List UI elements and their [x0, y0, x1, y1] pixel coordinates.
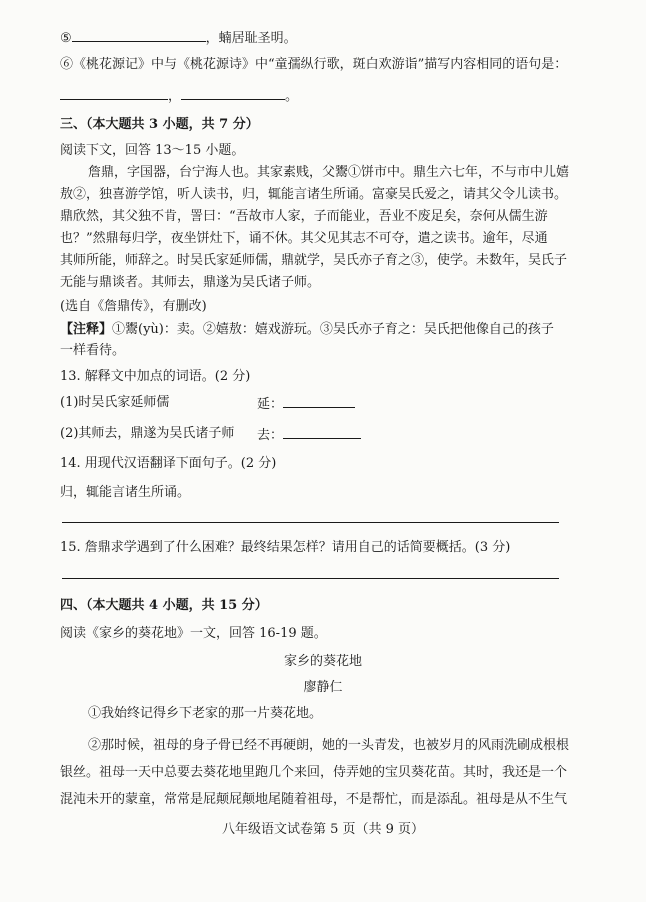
- passage-line: 敖②，独喜游学馆，听人读书，归，辄能言诸生所诵。富豪吴氏爱之，请其父令儿读书。: [60, 187, 568, 202]
- q13-item-1-label: 延：: [257, 397, 284, 412]
- q14-stem: 14. 用现代汉语翻译下面句子。(2 分): [60, 456, 277, 471]
- paragraph-line: 银丝。祖母一天中总要去葵花地里跑几个来回，侍弄她的宝贝葵花苗。其时，我还是一个: [60, 765, 568, 780]
- q6-end: 。: [285, 89, 299, 104]
- passage-line: 其师所能，师辞之。时吴氏家延师儒，鼎就学，吴氏亦子育之③，使学。未数年，吴氏子: [60, 253, 568, 268]
- article-paragraph-1: ①我始终记得乡下老家的那一片葵花地。: [88, 706, 323, 721]
- passage-line: 詹鼎，字国器，台宁海人也。其家素贱，父鬻①饼市中。鼎生六七年，不与市中儿嬉: [88, 165, 570, 180]
- section-4-instruction: 阅读《家乡的葵花地》一文，回答 16-19 题。: [60, 626, 327, 641]
- q15-answer-line[interactable]: [62, 578, 559, 579]
- notes-text: ①鬻(yù)：卖。②嬉敖：嬉戏游玩。③吴氏亦子育之：吴氏把他像自己的孩子: [112, 322, 554, 337]
- article-title: 家乡的葵花地: [283, 654, 362, 669]
- q13-item-2: (2)其师去，鼎遂为吴氏诸子师: [60, 426, 235, 441]
- q6-answer-line: [60, 87, 298, 105]
- passage-line: 鼎欣然，其父独不肯，詈曰：“吾故市人家，子而能业，吾业不废足矣，奈何从儒生游: [60, 209, 548, 224]
- q13-item-1-blank[interactable]: [283, 395, 355, 408]
- passage-source: (选自《詹鼎传》，有删改): [60, 299, 207, 314]
- page-footer: 八年级语文试卷第 5 页（共 9 页）: [221, 822, 425, 837]
- q13-item-2-answer: [257, 426, 361, 444]
- passage-line: 无能与鼎谈者。其师去，鼎遂为吴氏诸子师。: [60, 275, 321, 290]
- q6-separator: ，: [168, 89, 182, 104]
- q13-item-1: (1)时吴氏家延师儒: [60, 395, 170, 410]
- notes-line-2: 一样看待。: [60, 343, 126, 358]
- q6-text: ⑥《桃花源记》中与《桃花源诗》中“童孺纵行歌，斑白欢游诣”描写内容相同的语句是：: [60, 57, 568, 72]
- q15-stem: 15. 詹鼎求学遇到了什么困难？最终结果怎样？请用自己的话简要概括。(3 分): [60, 540, 511, 555]
- paragraph-line: 混沌未开的蒙童，常常是屁颠屁颠地尾随着祖母，不是帮忙，而是添乱。祖母是从不生气: [60, 792, 568, 807]
- q5-answer-blank[interactable]: [72, 29, 206, 42]
- section-3-instruction: 阅读下文，回答 13～15 小题。: [60, 143, 245, 158]
- q6-answer-blank-2[interactable]: [181, 87, 285, 100]
- notes-label: 【注释】: [60, 322, 113, 337]
- q6-answer-blank-1[interactable]: [60, 87, 168, 100]
- q13-item-2-blank[interactable]: [283, 426, 361, 439]
- q13-stem: 13. 解释文中加点的词语。(2 分): [60, 369, 251, 384]
- section-3-heading: 三、（本大题共 3 小题，共 7 分）: [60, 117, 259, 132]
- passage-line: 也？”然鼎每归学，夜坐饼灶下，诵不休。其父见其志不可夺，遣之读书。逾年，尽通: [60, 231, 548, 246]
- q13-item-1-answer: [257, 395, 355, 413]
- q5-line: [60, 29, 297, 47]
- paragraph-line: ②那时候，祖母的身子骨已经不再硬朗，她的一头青发，也被岁月的风雨洗刷成根根: [88, 738, 570, 753]
- q13-item-2-label: 去：: [257, 428, 284, 443]
- notes-line-1: [60, 322, 554, 338]
- q14-sentence: 归，辄能言诸生所诵。: [60, 485, 191, 500]
- article-author: 廖静仁: [303, 680, 343, 695]
- q5-number: ⑤: [60, 31, 72, 46]
- section-4-heading: 四、（本大题共 4 小题，共 15 分）: [60, 598, 268, 613]
- q14-answer-line[interactable]: [62, 522, 559, 523]
- q5-text: ，蝻居耻圣明。: [205, 31, 297, 46]
